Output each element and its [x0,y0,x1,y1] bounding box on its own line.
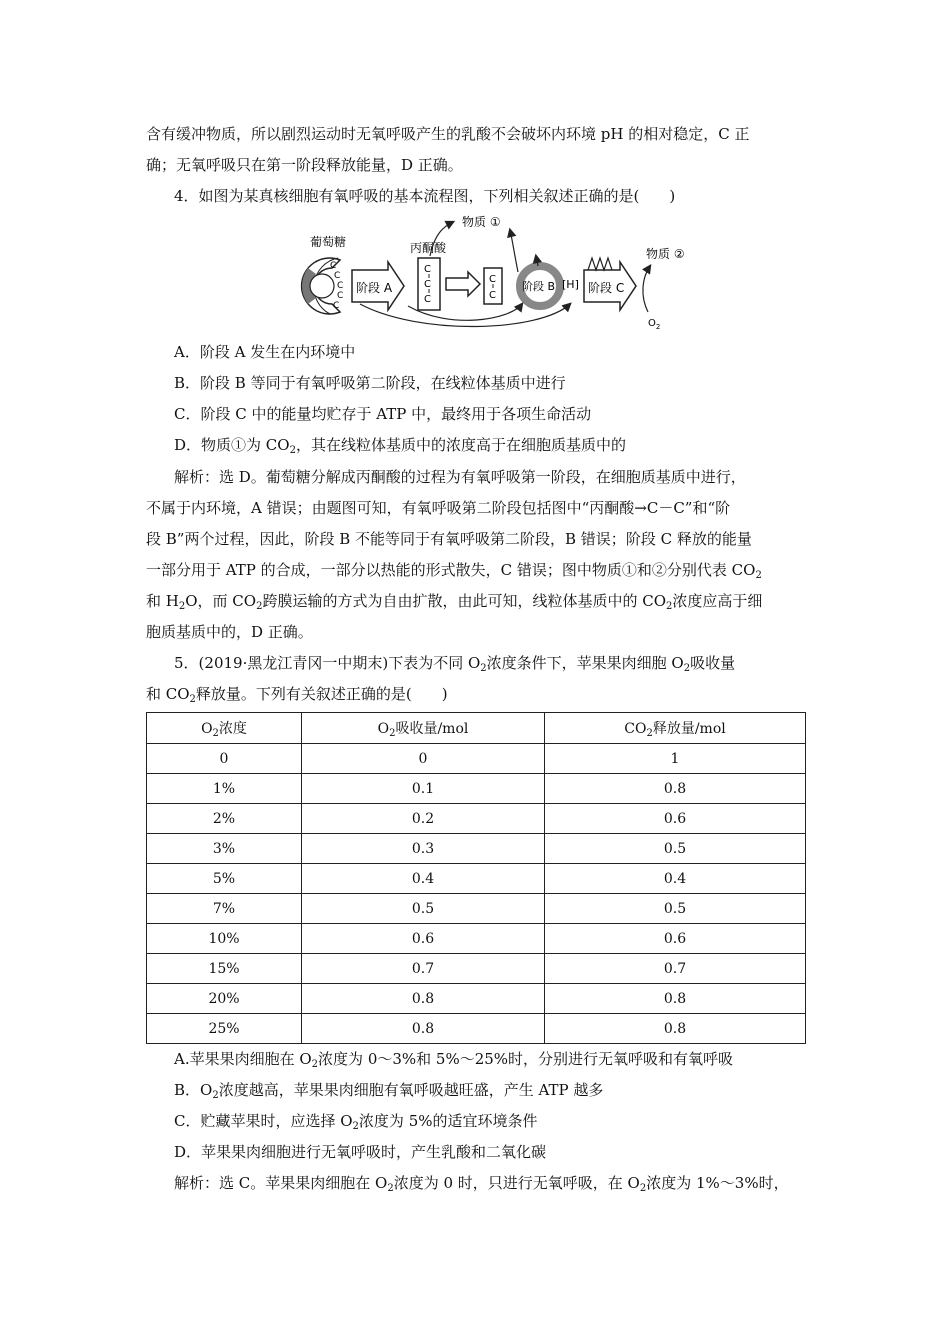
table-row [147,924,806,954]
table-cell: 0.1 [302,774,545,804]
column-header: $O_2$浓度 [147,713,302,744]
option-b: B．阶段 B 等同于有氧呼吸第二阶段，在线粒体基质中进行 [174,374,566,392]
table-cell: 15% [147,954,302,984]
table-row [147,864,806,894]
glucose-label: 葡萄糖 [310,235,347,249]
option-d: D．物质①为 $CO_2$，其在线粒体基质中的浓度高于在细胞质基质中的 [174,436,626,456]
table-cell: 0 [302,744,545,774]
analysis-line: 解析：选 C。苹果果肉细胞在 $O_2$浓度为 0 时，只进行无氧呼吸，在 $O_2$浓度为 1%～3%时， [174,1174,789,1194]
table-cell: 0.5 [545,894,806,924]
table-row [147,804,806,834]
analysis-line: 解析：选 D。葡萄糖分解成丙酮酸的过程为有氧呼吸第一阶段，在细胞质基质中进行， [174,468,746,486]
table-cell: 0.6 [302,924,545,954]
table-cell: 7% [147,894,302,924]
svg-text:C: C [330,261,337,271]
table-cell: 1% [147,774,302,804]
table-row [147,894,806,924]
analysis-line: 一部分用于 ATP 的合成，一部分以热能的形式散失，C 错误；图中物质①和②分别代表 $CO_2$ [146,561,762,581]
table-cell: 5% [147,864,302,894]
table-cell: 0.8 [545,774,806,804]
aerobic-respiration-diagram [300,212,720,332]
table-cell: 0.5 [302,894,545,924]
table-cell: 0.8 [545,984,806,1014]
analysis-line: 不属于内环境，A 错误；由题图可知，有氧呼吸第二阶段包括图中“丙酮酸→C－C”和“阶 [146,499,731,517]
table-cell: 3% [147,834,302,864]
table-cell: 20% [147,984,302,1014]
pyruvate-label: 丙酮酸 [410,241,447,255]
analysis-line: 胞质基质中的，D 正确。 [146,623,313,641]
table-cell: 0.6 [545,924,806,954]
table-row [147,954,806,984]
data-table [146,712,806,1044]
table-header-row [147,713,806,744]
option-c: C．阶段 C 中的能量均贮存于 ATP 中，最终用于各项生命活动 [174,405,592,423]
table-row [147,774,806,804]
table-row [147,744,806,774]
question-4-stem: 4．如图为某真核细胞有氧呼吸的基本流程图，下列相关叙述正确的是( ) [174,187,676,205]
table-cell: 2% [147,804,302,834]
svg-text:C: C [337,281,344,291]
option-c: C．贮藏苹果时，应选择 $O_2$浓度为 5%的适宜环境条件 [174,1112,538,1132]
table-cell: 0.4 [302,864,545,894]
substance-1-label: 物质 ① [462,215,501,229]
column-header: $CO_2$释放量/mol [545,713,806,744]
table-cell: 0.7 [545,954,806,984]
table-cell: 0.8 [302,984,545,1014]
svg-text:C: C [424,264,431,275]
table-cell: 0.4 [545,864,806,894]
table-cell: 10% [147,924,302,954]
table-cell: 0.2 [302,804,545,834]
svg-text:C: C [333,301,340,311]
option-d: D．苹果果肉细胞进行无氧呼吸时，产生乳酸和二氧化碳 [174,1143,547,1161]
table-cell: 0 [147,744,302,774]
table-cell: 0.8 [302,1014,545,1044]
stage-b-label: 阶段 B [522,280,556,293]
svg-text:C: C [489,274,496,285]
question-5-stem: 5．(2019·黑龙江青冈一中期末)下表为不同 $O_2$浓度条件下，苹果果肉细胞 $O_2$吸收量 [174,654,736,674]
svg-text:C: C [489,290,496,301]
option-a: A．阶段 A 发生在内环境中 [174,343,356,361]
table-cell: 0.7 [302,954,545,984]
text-line: 含有缓冲物质，所以剧烈运动时无氧呼吸产生的乳酸不会破坏内环境 pH 的相对稳定，C 正 [146,125,750,143]
svg-text:C: C [337,291,344,301]
table-row [147,1014,806,1044]
h-label: [H] [562,278,579,291]
svg-text:C: C [424,294,431,305]
column-header: $O_2$吸收量/mol [302,713,545,744]
table-cell: 0.8 [545,1014,806,1044]
o2-label: $O_2$ [648,318,661,331]
table-cell: 1 [545,744,806,774]
analysis-line: 段 B”两个过程，因此，阶段 B 不能等同于有氧呼吸第二阶段，B 错误；阶段 C 释放的能量 [146,530,752,548]
question-5-stem: 和 $CO_2$释放量。下列有关叙述正确的是( ) [146,685,448,705]
stage-a-label: 阶段 A [356,281,393,295]
table-row [147,984,806,1014]
table-cell: 0.3 [302,834,545,864]
substance-2-label: 物质 ② [646,247,685,261]
analysis-line: 和 $H_2O$，而 $CO_2$跨膜运输的方式为自由扩散，由此可知，线粒体基质中的 $CO_2$浓度应高于细 [146,592,763,612]
table-cell: 0.6 [545,804,806,834]
option-a: A.苹果果肉细胞在 $O_2$浓度为 0～3%和 5%～25%时，分别进行无氧呼吸和有氧呼吸 [174,1050,734,1070]
table-row [147,834,806,864]
svg-text:C: C [424,279,431,290]
table-cell: 25% [147,1014,302,1044]
table-cell: 0.5 [545,834,806,864]
text-line: 确；无氧呼吸只在第一阶段释放能量，D 正确。 [146,156,463,174]
stage-c-label: 阶段 C [588,281,625,295]
svg-text:C: C [334,271,341,281]
option-b: B．$O_2$浓度越高，苹果果肉细胞有氧呼吸越旺盛，产生 ATP 越多 [174,1081,604,1101]
open-arrow [446,272,480,296]
